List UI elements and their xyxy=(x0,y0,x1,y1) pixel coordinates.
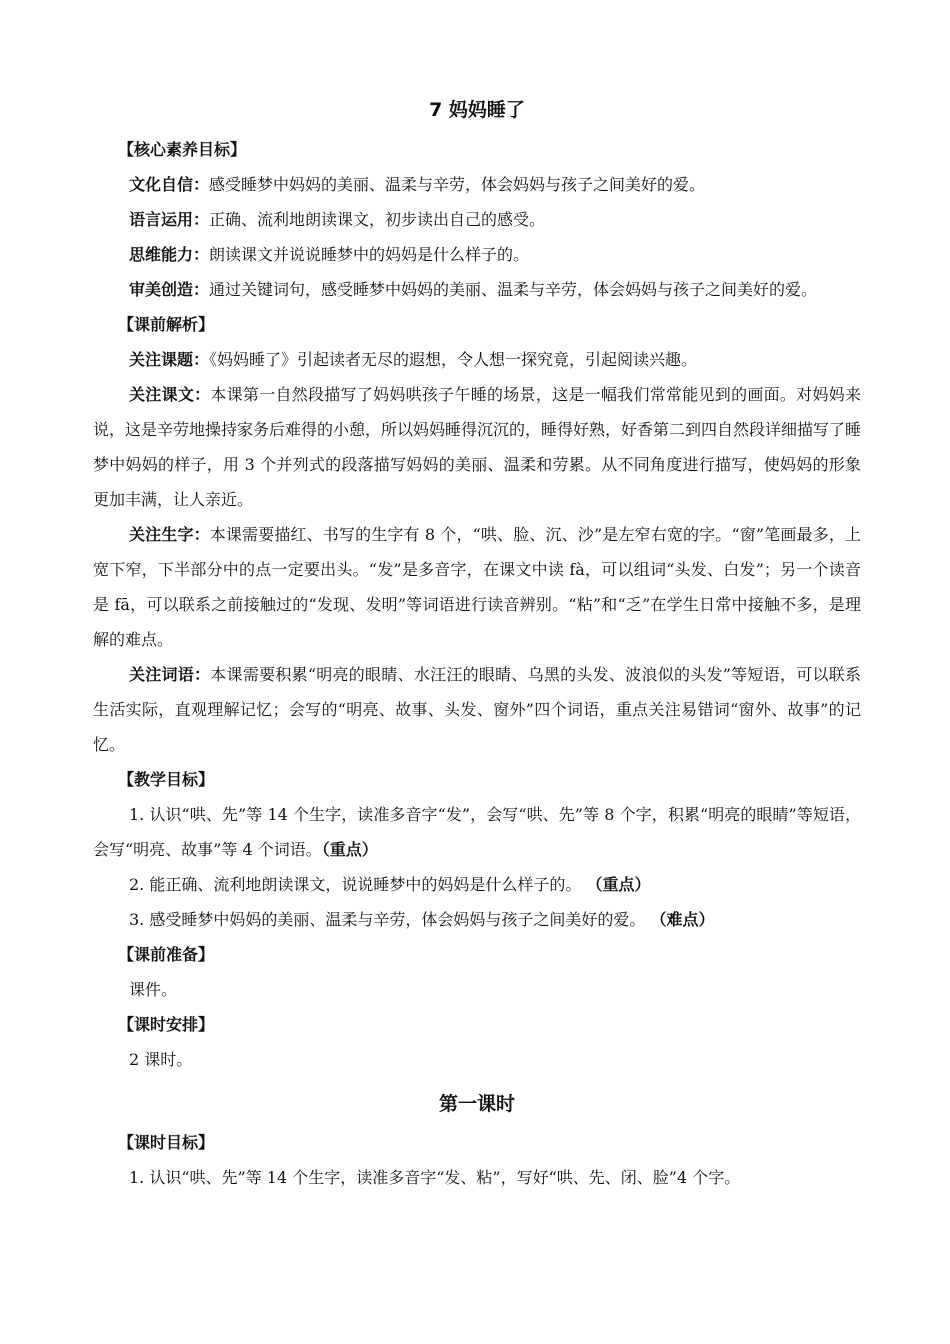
teaching-goal-mark: （重点） xyxy=(586,875,651,894)
preparation-text: 课件。 xyxy=(129,980,178,999)
teaching-goal-2 xyxy=(93,867,861,902)
core-goal-language xyxy=(93,202,861,237)
preparation-heading: 【课前准备】 xyxy=(118,945,215,964)
core-goal-text: 朗读课文并说说睡梦中的妈妈是什么样子的。 xyxy=(209,245,530,264)
core-goals-heading: 【核心素养目标】 xyxy=(118,140,247,159)
analysis-text: 本课第一自然段描写了妈妈哄孩子午睡的场景，这是一幅我们常常能见到的画面。对妈妈来说，这是辛劳地操持家务后难得的小憩，所以妈妈睡得沉沉的，睡得好熟，好香第二到四自然段详细描写了睡梦中妈妈的样子，用 3 个并列式的段落描写妈妈的美丽、温柔和劳累。从不同角度进行描写，使妈妈的形象更加丰满，让人亲近。 xyxy=(93,385,862,509)
analysis-text: 本课需要描红、书写的生字有 8 个，“哄、脸、沉、沙”是左窄右宽的字。“窗”笔画最多，上宽下窄，下半部分中的点一定要出头。“发”是多音字，在课文中读 fà，可以组词“头发、白发”；另一个读音是 fā，可以联系之前接触过的“发现、发明”等词语进行读音辨别。“粘”和“乏”在学生日常中接触不多，是理解的难点。 xyxy=(93,525,861,649)
core-goal-label: 思维能力： xyxy=(129,245,210,264)
core-goal-label: 文化自信： xyxy=(129,175,210,194)
analysis-label: 关注词语： xyxy=(129,665,211,684)
schedule-text: 2 课时。 xyxy=(129,1050,193,1069)
analysis-label: 关注课文： xyxy=(129,385,211,404)
core-goal-aesthetic xyxy=(93,272,861,307)
analysis-label: 关注生字： xyxy=(129,525,210,544)
core-goal-label: 语言运用： xyxy=(129,210,210,229)
core-goal-text: 正确、流利地朗读课文，初步读出自己的感受。 xyxy=(209,210,546,229)
teaching-goals-heading: 【教学目标】 xyxy=(118,770,215,789)
lesson-title: 7 妈妈睡了 xyxy=(429,99,525,121)
lesson1-goal-1: 1. 认识“哄、先”等 14 个生字，读准多音字“发、粘”，写好“哄、先、闭、脸”4 个字。 xyxy=(129,1168,741,1187)
core-goal-thinking xyxy=(93,237,861,272)
teaching-goal-text: 2. 能正确、流利地朗读课文，说说睡梦中的妈妈是什么样子的。 xyxy=(129,875,587,894)
lesson1-goals-heading: 【课时目标】 xyxy=(118,1133,215,1152)
analysis-title-focus xyxy=(93,342,861,377)
teaching-goal-text: 3. 感受睡梦中妈妈的美丽、温柔与辛劳，体会妈妈与孩子之间美好的爱。 xyxy=(129,910,651,929)
teaching-goal-3 xyxy=(93,902,861,937)
analysis-heading: 【课前解析】 xyxy=(118,315,215,334)
lesson1-title: 第一课时 xyxy=(438,1093,515,1115)
core-goal-culture xyxy=(93,167,861,202)
teaching-goal-text: 1. 认识“哄、先”等 14 个生字，读准多音字“发”，会写“哄、先”等 8 个字，积累“明亮的眼睛”等短语，会写“明亮、故事”等 4 个词语。 xyxy=(93,805,861,859)
teaching-goal-1 xyxy=(93,797,861,867)
core-goal-text: 通过关键词句，感受睡梦中妈妈的美丽、温柔与辛劳，体会妈妈与孩子之间美好的爱。 xyxy=(209,280,818,299)
analysis-text: 本课需要积累“明亮的眼睛、水汪汪的眼睛、乌黑的头发、波浪似的头发”等短语，可以联系生活实际，直观理解记忆；会写的“明亮、故事、头发、窗外”四个词语，重点关注易错词“窗外、故事”的记忆。 xyxy=(93,665,861,754)
core-goal-text: 感受睡梦中妈妈的美丽、温柔与辛劳，体会妈妈与孩子之间美好的爱。 xyxy=(209,175,706,194)
analysis-text: 《妈妈睡了》引起读者无尽的遐想，令人想一探究竟，引起阅读兴趣。 xyxy=(209,350,698,369)
schedule-heading: 【课时安排】 xyxy=(118,1015,215,1034)
analysis-text-focus xyxy=(93,377,861,517)
core-goal-label: 审美创造： xyxy=(129,280,210,299)
analysis-label: 关注课题： xyxy=(129,350,210,369)
analysis-words-focus xyxy=(93,657,861,762)
teaching-goal-mark: （难点） xyxy=(650,910,715,929)
document-page xyxy=(93,96,861,1195)
teaching-goal-mark: （重点） xyxy=(321,840,378,859)
analysis-characters-focus xyxy=(93,517,861,657)
